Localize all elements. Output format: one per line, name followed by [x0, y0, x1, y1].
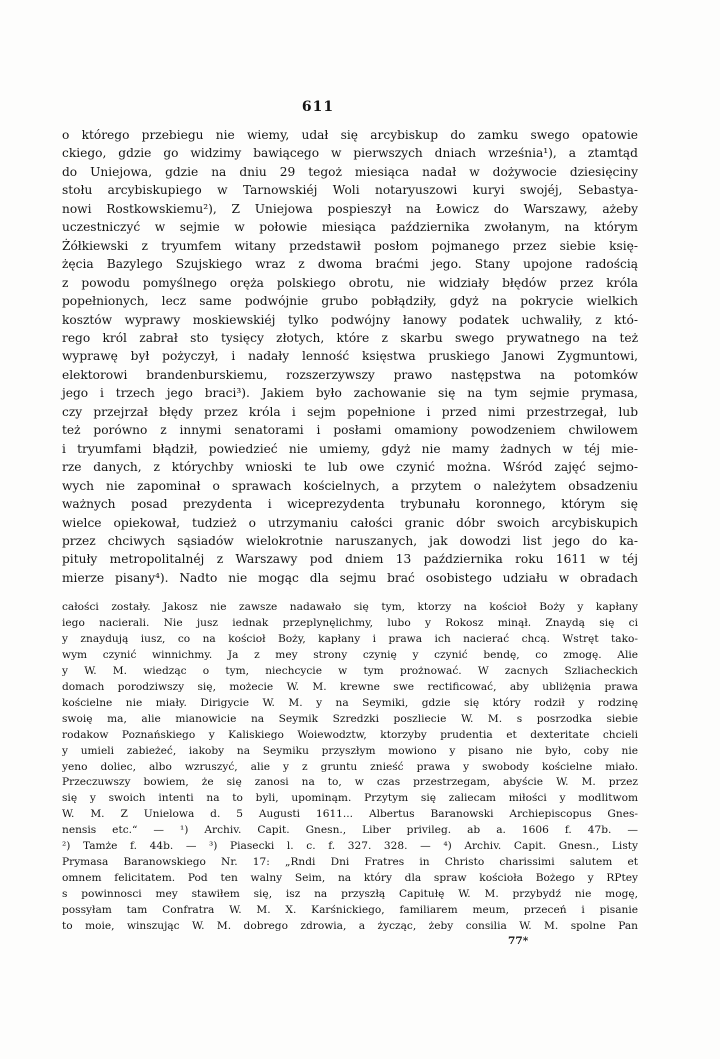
main-text-line: wyprawę był pożyczył, i nadały lenność księstwa pruskiego Janowi Zygmuntowi,: [62, 349, 638, 364]
footnote-line: się y swoich intenti na to byli, upominąm. Przytym się zaliecam miłości y modlitwom: [62, 792, 638, 805]
footnote-line: yeno doliec, albo wzruszyć, alie y z gruntu znieść prawa y swobody kościelne miało.: [62, 760, 638, 773]
footnote-line: W. M. Z Unielowa d. 5 Augusti 1611... Albertus Baranowski Archiepiscopus Gnes-: [62, 808, 638, 821]
main-text-line: rego król zabrał sto tysięcy złotych, które z skarbu swego prywatnego na też: [62, 330, 638, 345]
footnote-line: wym czynić winnichmy. Ja z mey strony czynię y czynić bendę, co zmogę. Alie: [62, 648, 638, 661]
main-text-line: Żółkiewski z tryumfem witany przedstawił posłom pojmanego przez siebie księ-: [62, 238, 638, 253]
footnote-line: domach porodziwszy się, możecie W. M. krewne swe rectificować, aby ubliżęnia prawa: [62, 680, 638, 693]
main-text-line: mierze pisany⁴). Nadto nie mogąc dla sejmu brać osobistego udziału w obradach: [62, 570, 638, 585]
footnote-line: y W. M. wiedząc o tym, niechcycie w tym prożnować. W zacnych Szliacheckich: [62, 664, 638, 677]
main-text-line: nowi Rostkowskiemu²), Z Uniejowa pospieszył na Łowicz do Warszawy, ażeby: [62, 201, 638, 216]
main-text-line: też porówno z innymi senatorami i posłami omamiony powodzeniem chwilowem: [62, 423, 638, 438]
main-text-line: pituły metropolitalnéj z Warszawy pod dniem 13 października roku 1611 w téj: [62, 552, 638, 567]
main-text-line: rze danych, z którychby wnioski te lub owe czynić można. Wśród zajęć sejmo-: [62, 460, 638, 475]
main-text-line: elektorowi brandenburskiemu, rozszerzywszy prawo następstwa na potomków: [62, 367, 638, 382]
footnote-line: possyłam tam Confratra W. M. X. Karśnickiego, familiarem meum, przeceń i pisanie: [62, 904, 638, 917]
printer-signature-mark: 77*: [508, 935, 529, 947]
footnote-line: iego nacierali. Nie jusz iednak przeplynęlichmy, lubo y Rokosz minął. Znaydą się ci: [62, 616, 638, 629]
main-text-line: stołu arcybiskupiego w Tarnowskiéj Woli notaryuszowi kuryi swojéj, Sebastya-: [62, 183, 638, 198]
main-text-line: czy przejrzał błędy przez króla i sejm popełnione i przed nimi przestrzegał, lub: [62, 404, 638, 419]
footnote-line: Prymasa Baranowskiego Nr. 17: „Rndi Dni Fratres in Christo charissimi salutem et: [62, 856, 638, 869]
main-text-line: o którego przebiegu nie wiemy, udał się arcybiskup do zamku swego opatowie: [62, 128, 638, 142]
footnote-line: y umieli zabieżeć, iakoby na Seymiku przyszłym mowiono y pisano nie było, coby nie: [62, 744, 638, 757]
footnote-line: całości zostały. Jakosz nie zawsze nadawało się tym, ktorzy na kościoł Boży y kapłany: [62, 601, 638, 613]
footnote-line: to moie, winszując W. M. dobrego zdrowia, a życząc, żeby consilia W. M. spolne Pan: [62, 920, 638, 933]
main-text-line: kosztów wyprawy moskiewskiéj tylko podwójny łanowy podatek uchwaliły, z któ-: [62, 312, 638, 327]
footnote-line: swoię ma, alie mianowicie na Seymik Szredzki poszliecie W. M. s posrzodka siebie: [62, 712, 638, 725]
main-text-line: z powodu pomyślnego oręża polskiego obrotu, nie widziały błędów przez króla: [62, 275, 638, 290]
footnote-line: Przeczuwszy bowiem, że się zanosi na to, w czas przestrzegam, abyście W. M. przez: [62, 776, 638, 789]
main-text-line: wielce opiekował, tudzież o utrzymaniu całości granic dóbr swoich arcybiskupich: [62, 515, 638, 530]
footnote-line: ²) Tamże f. 44b. — ³) Piasecki l. c. f. 327. 328. — ⁴) Archiv. Capit. Gnesn., Listy: [62, 840, 638, 853]
main-text-line: jego i trzech jego braci³). Jakiem było zachowanie się na tym sejmie prymasa,: [62, 386, 638, 401]
main-text-line: i tryumfami błądził, powiedzieć nie umiemy, gdyż nie mamy żadnych w téj mie-: [62, 441, 638, 456]
page-number: 611: [301, 99, 335, 115]
footnote-line: omnem felicitatem. Pod ten walny Seim, na który dla spraw kościoła Bożego y RPtey: [62, 872, 638, 885]
main-text-line: popełnionych, lecz same podwójnie grubo pobłądziły, gdyż na pokrycie wielkich: [62, 294, 638, 309]
footnote-line: y znaydują iusz, co na kościoł Boży, kapłany i prawa ich nacierać chcą. Wstręt tako-: [62, 632, 638, 645]
footnote-line: kościelne nie miały. Dirigycie W. M. y na Seymiki, gdzie się który rodził y rodzinę: [62, 696, 638, 709]
footnote-line: rodakow Poznańskiego y Kaliskiego Woiewodztw, ktorzyby prudentia et dexteritate chcieli: [62, 728, 638, 741]
footnotes-block: [62, 600, 638, 935]
main-text-line: ważnych posad prezydenta i wiceprezydenta trybunału koronnego, którym się: [62, 497, 638, 512]
main-text-line: uczestniczyć w sejmie w połowie miesiąca października zwołanym, na którym: [62, 220, 638, 235]
main-text-line: ckiego, gdzie go widzimy bawiącego w pierwszych dniach września¹), a ztamtąd: [62, 146, 638, 161]
footnote-line: nensis etc.“ — ¹) Archiv. Capit. Gnesn., Liber privileg. ab a. 1606 f. 47b. —: [62, 824, 638, 837]
main-text-line: wych nie zapominał o sprawach kościelnych, a przytem o należytem obsadzeniu: [62, 478, 638, 493]
main-text-block: [62, 126, 638, 587]
main-text-line: przez chciwych sąsiadów wielokrotnie naruszanych, jak dowodzi list jego do ka-: [62, 533, 638, 548]
footnote-line: s powinnosci mey stawiłem się, isz na przyszłą Capitułę W. M. przybydź nie mogę,: [62, 888, 638, 901]
main-text-line: do Uniejowa, gdzie na dniu 29 tegoż miesiąca nadał w dożywocie dziesięciny: [62, 164, 638, 179]
main-text-line: żęcia Bazylego Szujskiego wraz z dwoma braćmi jego. Stany upojone radością: [62, 257, 638, 272]
